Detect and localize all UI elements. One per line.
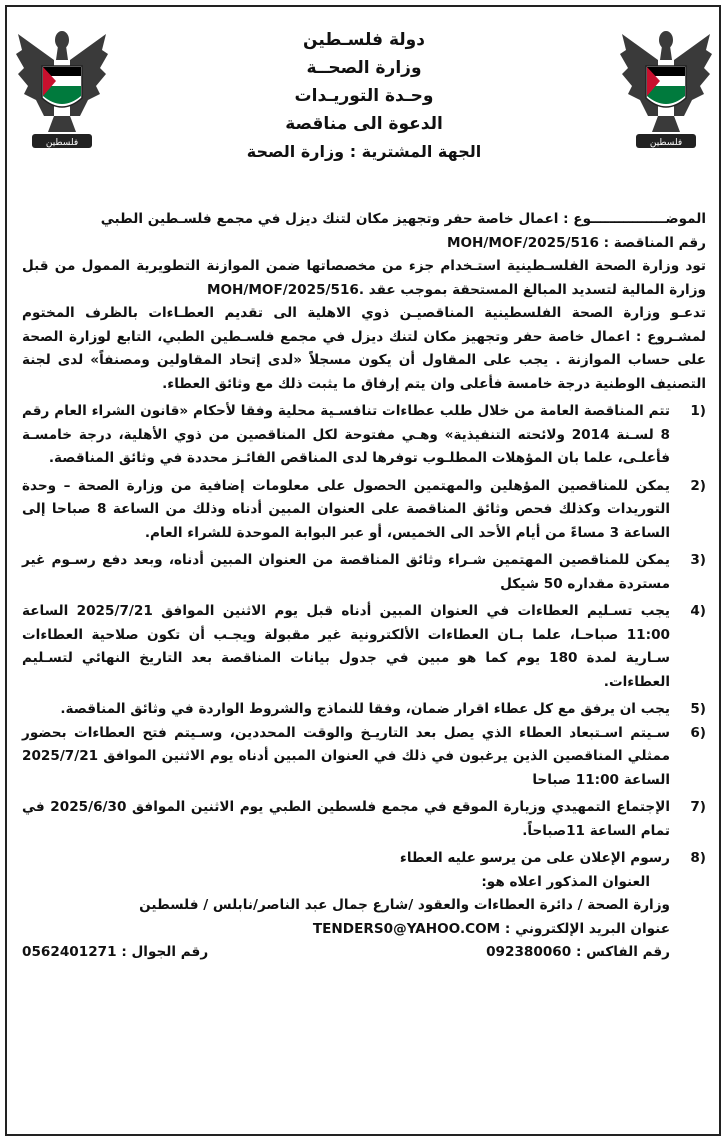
subject-line: الموضــــــــــــــــوع : اعمال خاصة حفر وتجهيز مكان لتنك ديزل في مجمع فلسـطين الطبي — [100, 211, 706, 227]
mobile-number: 0562401271 — [22, 944, 117, 960]
item-number: 5) — [690, 701, 706, 717]
item-number: 6) — [690, 724, 706, 741]
unit-title: وحـدة التوريـدات — [294, 86, 434, 106]
fax-label: رقم الفاكس : — [575, 944, 670, 960]
list-item — [22, 549, 706, 596]
item-text: يمكن للمناقصين المهتمين شـراء وثائق المناقصة من العنوان المبين أدناه، وبعد دفع رسـوم غير مستردة مقداره 50 شيكل — [22, 552, 670, 592]
item-text: سـيتم اسـتبعاد العطاء الذي يصل بعد التاريـخ والوقت المحددين، وسـيتم فتح العطاءات بحضور ممثلي المناقصين الذين يرغبون في ذلك في العنوان المبين أدناه يوم الاثنين الموافق 2025/7/21 الساعة 11:00 صباحا — [22, 724, 670, 788]
tender-number-label: رقم المناقصة : — [603, 234, 706, 251]
email-label: عنوان البريد الإلكتروني : — [504, 920, 670, 937]
state-title: دولة فلسـطين — [303, 30, 425, 50]
item-number: 8) — [690, 850, 706, 866]
item-number: 3) — [690, 552, 706, 568]
item-text: يجب ان يرفق مع كل عطاء اقرار ضمان، وفقا للنماذج والشروط الواردة في وثائق المناقصة. — [60, 701, 670, 717]
palestine-emblem-right — [618, 20, 714, 160]
emblem-caption: فلسطين — [45, 138, 79, 148]
email-line — [22, 918, 706, 942]
palestine-emblem-left — [14, 20, 110, 160]
email-address: TENDERS0@YAHOO.COM — [312, 920, 501, 937]
ministry-title: وزارة الصحــة — [306, 58, 422, 78]
item-number: 7) — [690, 799, 706, 815]
emblem-caption: فلسطين — [649, 138, 683, 148]
item-number: 2) — [690, 477, 706, 494]
invitation-paragraph: تدعـو وزارة الصحة الفلسطينية المناقصيـن ذوي الاهلية الى تقديم العطـاءات بالظرف المختوم لمشـروع : اعمال خاصة حفر وتجهيز مكان لتنك ديزل في مجمع فلسـطين الطبي، التابع لوزارة الصحة على حساب الموازنة . يجب على المقاول أن يكون مسجلاً «لدى إتحاد المقاولين ومصنفاً» لدى لجنة التصنيف الوطنية درجة خامسة فأعلى وان يتم إرفاق ما يثبت ذلك مع وثائق العطاء. — [22, 305, 706, 392]
fax-number: 092380060 — [486, 944, 572, 960]
address-title: العنوان المذكور اعلاه هو: — [481, 873, 650, 890]
item-text: يمكن للمناقصين المؤهلين والمهتمين الحصول على معلومات إضافية من وزارة الصحة – وحدة التوريدات وكذلك فحص وثائق المناقصة على العنوان المبين أدناه وذلك من الساعة 8 صباحا إلى الساعة 3 مساءً من أيام الأحد الى الخميس، أو عبر البوابة الموحدة للشراء العام. — [22, 477, 670, 541]
list-item — [22, 400, 706, 471]
list-item — [22, 847, 706, 871]
item-text: يجب تسـليم العطاءات في العنوان المبين أدناه قبل يوم الاثنين الموافق 2025/7/21 الساعة 11:00 صباحـا، علما بـان العطاءات الألكترونية غير مقبولة ويجـب أن تكون صلاحية العطاءات سـارية لمدة 180 يوم كما هو مبين في جدول بيانات المناقصة بعد التاريخ النهائي لتسـليم العطاءات. — [22, 603, 670, 690]
mobile-group — [22, 941, 208, 965]
funding-paragraph — [22, 255, 706, 302]
invitation-title: الدعوة الى مناقصة — [285, 114, 443, 134]
mobile-label: رقم الجوال : — [121, 944, 209, 960]
contract-number: MOH/MOF/2025/516. — [206, 281, 365, 298]
address-line: وزارة الصحة / دائرة العطاءات والعقود /شارع جمال عبد الناصر/نابلس / فلسطين — [139, 897, 670, 913]
item-text: تتم المناقصة العامة من خلال طلب عطاءات تنافسـية محلية وفقا لأحكام «قانون الشراء العام رقم 8 لسـنة 2014 ولائحته التنفيذية» وهـي مفتوحة لكل المناقصين من ذوي الأهلية، درجة خامسـة فأعلـى، علما بان المؤهلات المطلـوب توفرها لدى المناقص الفائـز محددة في وثائق المناقصة. — [22, 403, 670, 466]
item-text: الإجتماع التمهيدي وزيارة الموقع في مجمع فلسطين الطبي يوم الاثنين الموافق 2025/6/30 في تمام الساعة 11صباحاً. — [22, 799, 670, 839]
item-text: رسوم الإعلان على من يرسو عليه العطاء — [399, 850, 670, 866]
procuring-entity: الجهة المشترية : وزارة الصحة — [246, 142, 482, 161]
fax-group — [486, 941, 670, 965]
list-item — [22, 600, 706, 694]
notice-header — [140, 26, 588, 166]
phone-line — [22, 941, 706, 965]
tender-number-line — [22, 232, 706, 256]
item-number: 1) — [690, 403, 706, 419]
tender-number: MOH/MOF/2025/516 — [446, 234, 599, 251]
list-item — [22, 698, 706, 722]
list-item — [22, 475, 706, 546]
notice-body — [22, 208, 706, 965]
list-item — [22, 796, 706, 843]
funding-text: تود وزارة الصحة الفلسـطينية استـخدام جزء من مخصصاتها ضمن الموازنة التطويرية الممول من قبل وزارة المالية لتسديد المبالغ المستحقة بموجب عقد — [22, 258, 706, 298]
list-item — [22, 722, 706, 793]
item-number: 4) — [690, 603, 706, 619]
